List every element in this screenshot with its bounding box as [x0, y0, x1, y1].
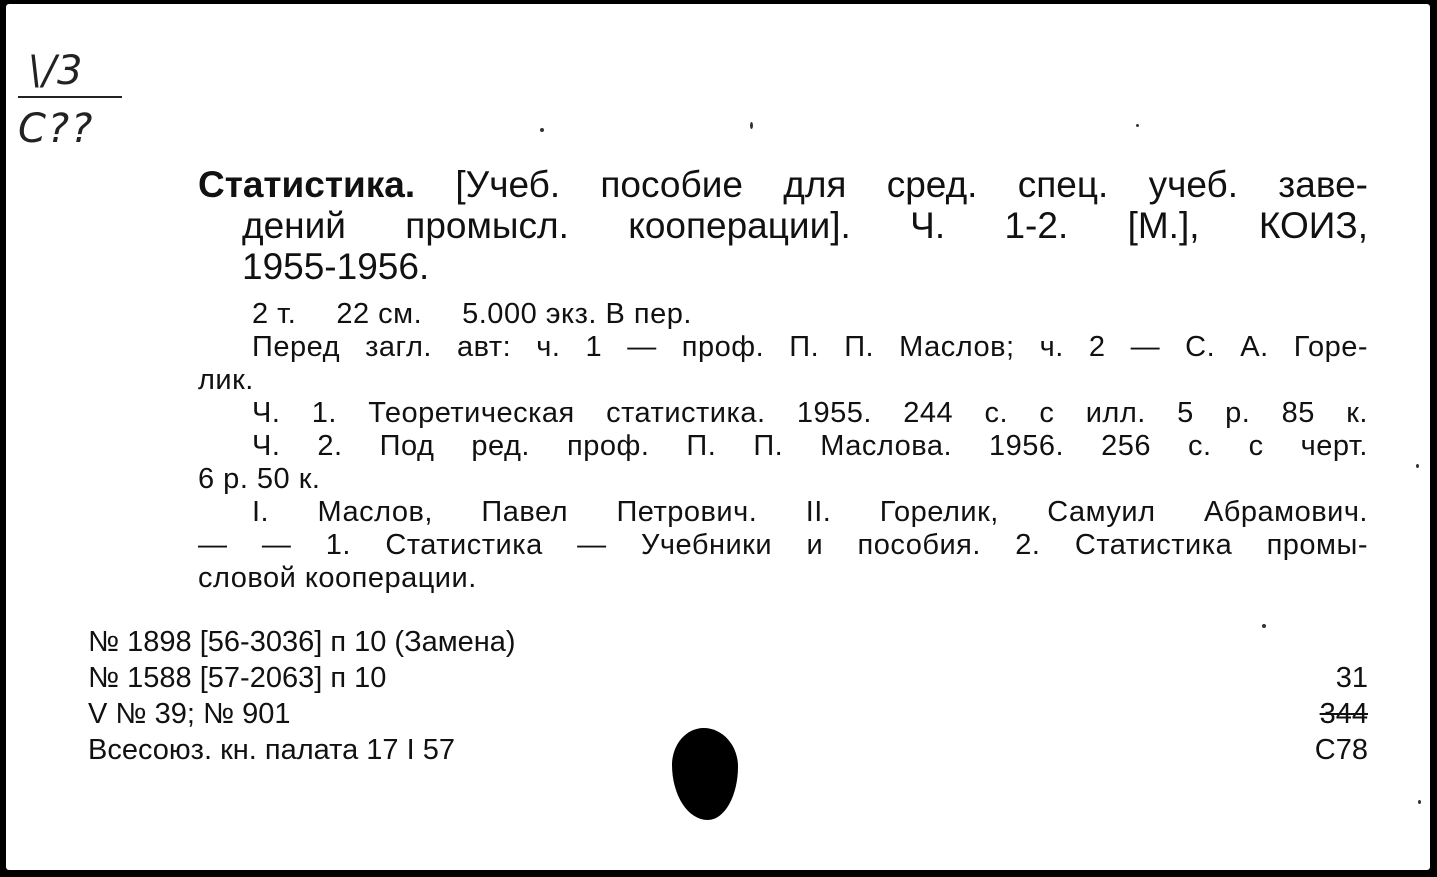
volumes: 2 т. — [252, 298, 297, 330]
tracing-line-3: словой кооперации. — [198, 562, 477, 594]
handwritten-underline — [18, 96, 122, 98]
record-body — [198, 298, 1368, 595]
print-run: 5.000 экз. В пер. — [462, 298, 692, 330]
dust-speck — [1418, 800, 1421, 804]
title-block — [198, 164, 1368, 287]
tracing-line-2: — — 1. Статистика — Учебники и пособия. 2. Статистика промы- — [198, 529, 1368, 561]
title-line-2: дений промысл. кооперации]. Ч. 1-2. [М.], КОИЗ, — [242, 205, 1368, 246]
card-punch-hole — [672, 728, 738, 820]
registration-line: V № 39; № 901 — [88, 698, 291, 730]
physical-description — [198, 298, 1368, 331]
chamber-stamp-line: Всесоюз. кн. палата 17 I 57 — [88, 734, 455, 766]
class-number: 31 — [1335, 662, 1368, 694]
author-mark: С78 — [1314, 734, 1368, 766]
registration-numbers — [88, 624, 516, 768]
dust-speck — [750, 122, 753, 129]
note-line-2: лик. — [198, 364, 254, 396]
size: 22 см. — [336, 298, 423, 330]
dust-speck — [1416, 464, 1419, 468]
dust-speck — [1262, 624, 1266, 628]
classification-marks — [1315, 660, 1368, 768]
catalog-card — [6, 4, 1430, 870]
handwritten-author-mark: С?? — [18, 106, 95, 152]
note-line-1: Перед загл. авт: ч. 1 — проф. П. П. Маслов; ч. 2 — С. А. Горе- — [252, 331, 1368, 363]
part-2-line-2: 6 р. 50 к. — [198, 463, 321, 495]
main-title: Статистика. — [198, 164, 416, 205]
tracing-line-1: I. Маслов, Павел Петрович. II. Горелик, Самуил Абрамович. — [252, 496, 1368, 528]
registration-line: № 1588 [57-2063] п 10 — [88, 662, 387, 694]
title-line-3: 1955-1956. — [242, 246, 430, 287]
title-subtitle: [Учеб. пособие для сред. спец. учеб. заве- — [455, 164, 1368, 205]
registration-line: № 1898 [56-3036] п 10 (Замена) — [88, 626, 516, 658]
title-line-1 — [198, 164, 1368, 205]
struck-class-number: 344 — [1319, 698, 1368, 730]
part-2-line-1: Ч. 2. Под ред. проф. П. П. Маслова. 1956. 256 с. с черт. — [252, 430, 1368, 462]
dust-speck — [540, 128, 544, 132]
part-1-line: Ч. 1. Теоретическая статистика. 1955. 244 с. с илл. 5 р. 85 к. — [252, 397, 1368, 429]
handwritten-shelf-mark: \/3 — [28, 48, 84, 94]
dust-speck — [1136, 124, 1139, 127]
